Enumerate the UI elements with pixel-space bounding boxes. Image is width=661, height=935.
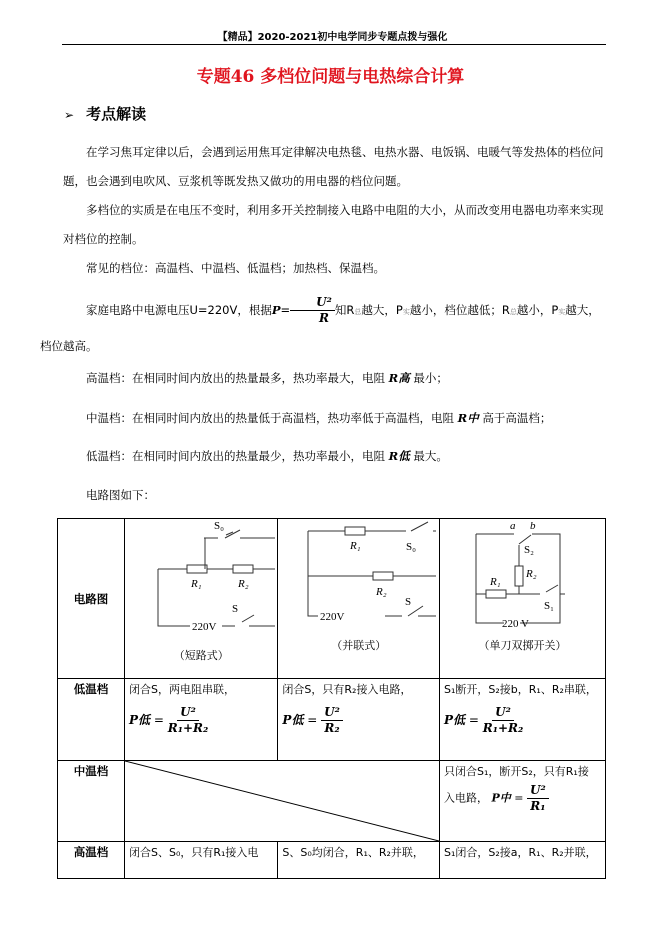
spdt-circuit-diagram [440, 519, 605, 634]
resistor-r2 [233, 565, 253, 573]
empty-diagonal-cell [125, 761, 440, 842]
high-cell: S₁闭合，S₂接a，R₁、R₂并联， [440, 842, 606, 879]
caption-parallel: （并联式） [331, 639, 387, 652]
resistor-r1 [187, 565, 207, 573]
arrow-bullet-icon: ➢ [64, 108, 75, 122]
high-cell: 闭合S、S₀，只有R₁接入电 [125, 842, 278, 879]
row-label: 中温档 [58, 761, 125, 842]
formula-fraction: $\frac{\text{U²}}{R}$ [290, 295, 335, 326]
level-low: 低温档：在相同时间内放出的热量最少，热功率最小，电阻 R低 最大。 [86, 449, 448, 463]
svg-text:220V: 220V [320, 611, 345, 623]
svg-text:R₁: R₁ [191, 578, 202, 590]
paragraph: 多档位的实质是在电压不变时，利用多开关控制接入电路中电阻的大小，从而改变用电器电功率来实现对档位的控制。 [63, 203, 604, 246]
svg-text:R₁: R₁ [350, 540, 361, 552]
svg-text:R₁: R₁ [490, 576, 501, 588]
page-title: 专题46 多档位问题与电热综合计算 [196, 67, 465, 87]
row-label: 电路图 [58, 519, 125, 679]
svg-text:R₂: R₂ [526, 568, 537, 580]
short-circuit-diagram [125, 519, 275, 644]
section-label: 考点解读 [86, 105, 147, 123]
svg-text:S₂: S₂ [524, 544, 534, 556]
header-divider [62, 44, 606, 45]
svg-text:S: S [232, 603, 239, 615]
caption-spdt: （单刀双掷开关） [478, 639, 567, 652]
level-mid: 中温档：在相同时间内放出的热量低于高温档，热功率低于高温档，电阻 R中 高于高温档； [86, 411, 552, 425]
high-cell: S、S₀均闭合，R₁、R₂并联， [278, 842, 440, 879]
formula-paragraph: 家庭电路中电源电压U=220V，根据P= $\frac{\text{U²}}{R}$ 知R总越大，P实越小，档位越低；R总越小，P实越大， 档位越高。 [40, 295, 600, 353]
svg-text:S₀: S₀ [214, 520, 224, 532]
circuit-intro: 电路图如下： [86, 488, 155, 502]
svg-text:a: a [510, 520, 516, 532]
svg-text:R₂: R₂ [376, 586, 387, 598]
svg-text:R₂: R₂ [238, 578, 249, 590]
row-label: 低温档 [58, 679, 125, 761]
svg-text:220 V: 220 V [502, 618, 529, 630]
section-heading [64, 103, 146, 124]
paragraph: 在学习焦耳定律以后，会遇到运用焦耳定律解决电热毯、电热水器、电饭锅、电暖气等发热体的档位问题，也会遇到电吹风、豆浆机等既发热又做功的用电器的档位问题。 [63, 145, 604, 188]
page-header: 【精品】2020-2021初中电学同步专题点拨与强化 [217, 32, 448, 43]
parallel-circuit-diagram [278, 519, 436, 634]
svg-text:S: S [405, 596, 412, 608]
mid-cell: 只闭合S₁，断开S₂，只有R₁接 入电路， P中 = $\frac{\text{U²}}{\text{R₁}}$ [440, 761, 606, 842]
svg-text:S₀: S₀ [406, 541, 417, 553]
svg-text:220V: 220V [192, 621, 217, 633]
svg-text:b: b [530, 520, 536, 532]
row-label: 高温档 [58, 842, 125, 879]
low-cell: 闭合S，只有R₂接入电路， P低 = $\frac{\text{U²}}{\text{R₂}}$ [278, 679, 440, 761]
level-high: 高温档：在相同时间内放出的热量最多，热功率最大，电阻 R高 最小； [86, 371, 448, 385]
low-cell: S₁断开，S₂接b，R₁、R₂串联， P低 = $\frac{\text{U²}}{\text{R₁+R₂}}$ [440, 679, 606, 761]
circuit-table [57, 518, 606, 879]
paragraph: 常见的档位：高温档、中温档、低温档；加热档、保温档。 [86, 261, 385, 275]
low-cell: 闭合S，两电阻串联， P低 = $\frac{\text{U²}}{\text{R₁+R₂}}$ [125, 679, 278, 761]
svg-text:S₁: S₁ [544, 600, 554, 612]
diagonal-line [125, 761, 439, 841]
caption-short: （短路式） [173, 649, 229, 662]
